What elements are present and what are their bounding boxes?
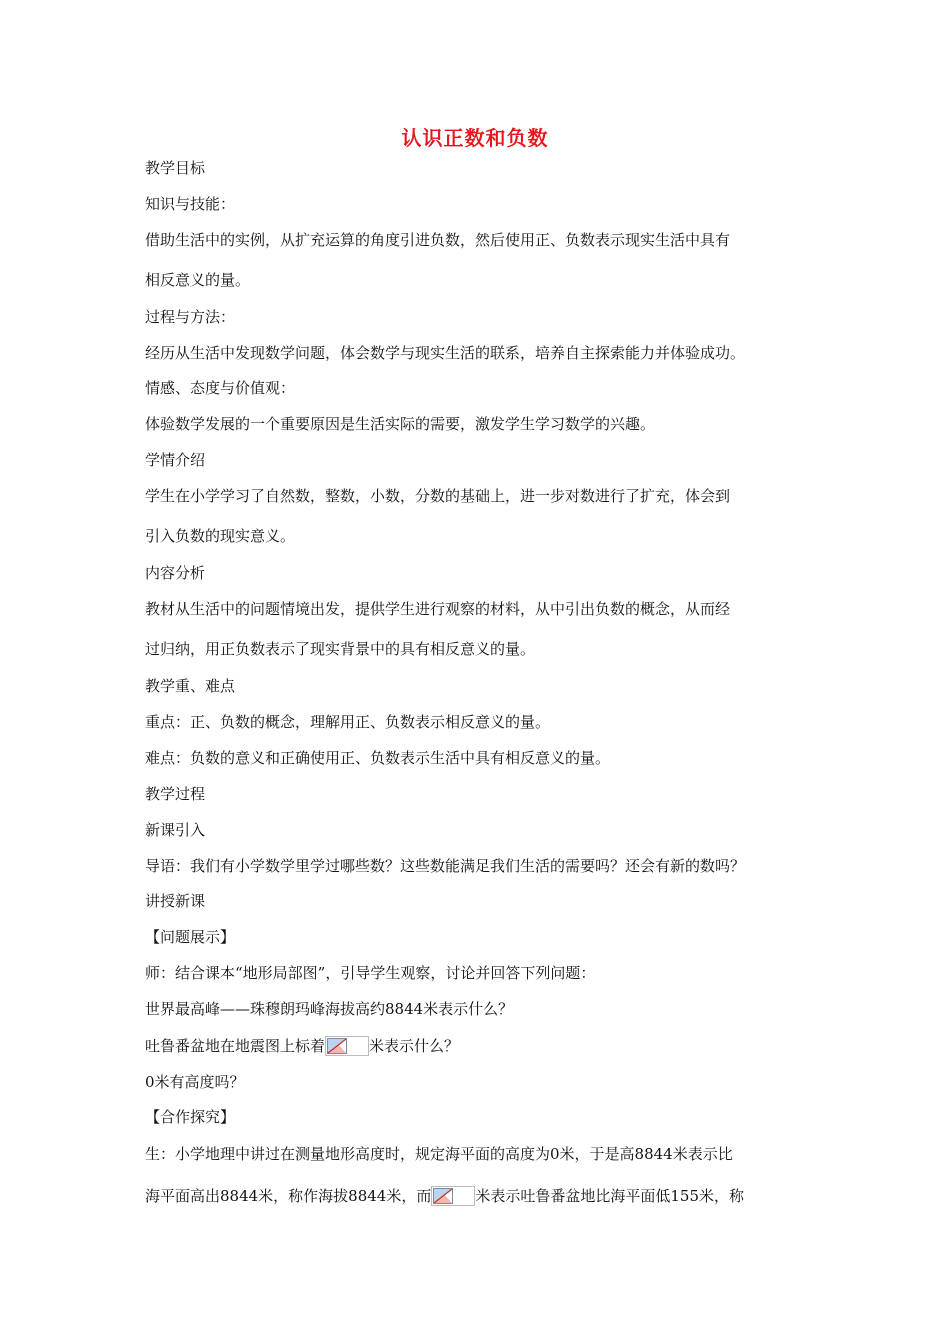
paragraph-line: 导语：我们有小学数学里学过哪些数？这些数能满足我们生活的需要吗？还会有新的数吗？ [145,857,746,875]
paragraph-line: 重点：正、负数的概念，理解用正、负数表示相反意义的量。 [145,713,551,731]
subheading: 过程与方法： [145,308,236,326]
bracket-heading: 【问题展示】 [145,928,236,946]
paragraph-line: 相反意义的量。 [145,271,251,289]
page-title: 认识正数和负数 [401,126,549,150]
paragraph-line: 借助生活中的实例，从扩充运算的角度引进负数，然后使用正、负数表示现实生活中具有 [145,231,731,249]
text-after-image: 米表示吐鲁番盆地比海平面低155米，称 [475,1187,744,1205]
paragraph-line: 世界最高峰——珠穆朗玛峰海拔高约8844米表示什么？ [145,1000,514,1018]
paragraph-line: 过归纳，用正负数表示了现实背景中的具有相反意义的量。 [145,640,536,658]
paragraph-line: 教材从生活中的问题情境出发，提供学生进行观察的材料，从中引出负数的概念，从而经 [145,600,731,618]
paragraph-line: 0米有高度吗？ [145,1073,245,1091]
subheading: 情感、态度与价值观： [145,379,296,397]
section-heading: 教学重、难点 [145,677,236,695]
paragraph-line [145,1036,459,1056]
section-heading: 教学目标 [145,159,206,177]
paragraph-line: 引入负数的现实意义。 [145,527,296,545]
paragraph-line: 生：小学地理中讲过在测量地形高度时，规定海平面的高度为0米，于是高8844米表示比 [145,1145,733,1163]
text-before-image: 海平面高出8844米，称作海拔8844米，而 [145,1187,432,1205]
paragraph-line: 体验数学发展的一个重要原因是生活实际的需要，激发学生学习数学的兴趣。 [145,415,656,433]
subheading: 讲授新课 [145,892,206,910]
bracket-heading: 【合作探究】 [145,1108,236,1126]
section-heading: 学情介绍 [145,451,206,469]
broken-image-icon [431,1186,475,1206]
paragraph-line [145,1186,744,1206]
paragraph-line: 师：结合课本“地形局部图”，引导学生观察，讨论并回答下列问题： [145,964,596,982]
paragraph-line: 学生在小学学习了自然数，整数，小数，分数的基础上，进一步对数进行了扩充，体会到 [145,487,731,505]
paragraph-line: 经历从生活中发现数学问题，体会数学与现实生活的联系，培养自主探索能力并体验成功。 [145,344,746,362]
section-heading: 教学过程 [145,785,206,803]
paragraph-line: 难点：负数的意义和正确使用正、负数表示生活中具有相反意义的量。 [145,749,611,767]
subheading: 新课引入 [145,821,206,839]
subheading: 知识与技能： [145,195,236,213]
text-before-image: 吐鲁番盆地在地震图上标着 [145,1037,326,1055]
text-after-image: 米表示什么？ [369,1037,460,1055]
section-heading: 内容分析 [145,564,206,582]
broken-image-icon [325,1036,369,1056]
